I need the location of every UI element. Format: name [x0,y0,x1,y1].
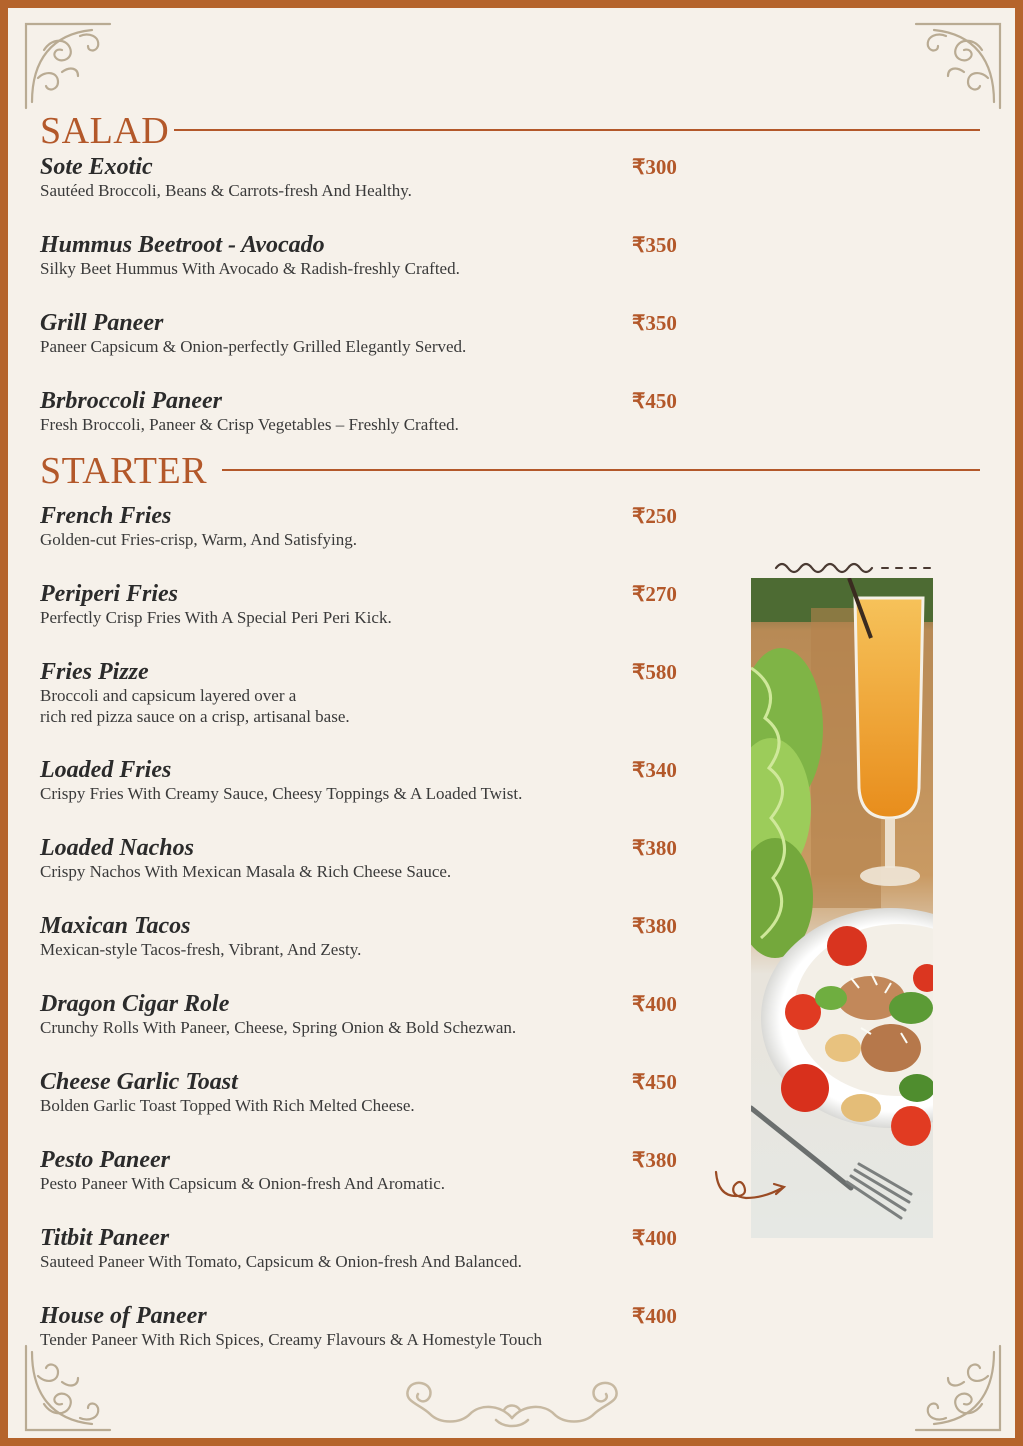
item-name: Fries Pizze [40,659,149,685]
menu-item [40,232,700,279]
item-price: ₹270 [632,582,677,606]
item-price: ₹450 [632,1070,677,1094]
item-price: ₹300 [632,155,677,179]
menu-item [40,581,700,628]
item-name: Sote Exotic [40,154,153,180]
item-price: ₹250 [632,504,677,528]
item-description: Pesto Paneer With Capsicum & Onion-fresh And Aromatic. [40,1174,446,1193]
menu-item [40,1303,700,1350]
item-price: ₹400 [632,1304,677,1328]
item-price: ₹380 [632,1148,677,1172]
item-name: Pesto Paneer [40,1147,170,1173]
item-description: Tender Paneer With Rich Spices, Creamy Flavours & A Homestyle Touch [40,1330,542,1349]
section-title: SALAD [40,110,170,152]
menu-item [40,913,700,960]
item-description: Golden-cut Fries-crisp, Warm, And Satisfying. [40,530,358,549]
item-price: ₹350 [632,311,677,335]
item-price: ₹380 [632,914,677,938]
item-name: Dragon Cigar Role [40,991,230,1017]
corner-ornament-bottom-left-icon [22,1342,114,1434]
menu-item [40,388,700,435]
section-title: STARTER [40,450,208,492]
item-name: Grill Paneer [40,310,164,336]
item-price: ₹380 [632,836,677,860]
item-description: Crunchy Rolls With Paneer, Cheese, Spring Onion & Bold Schezwan. [40,1018,517,1037]
item-price: ₹350 [632,233,677,257]
section-divider [222,469,980,471]
item-description: Paneer Capsicum & Onion-perfectly Grilled Elegantly Served. [40,337,467,356]
item-price: ₹450 [632,389,677,413]
item-description: Bolden Garlic Toast Topped With Rich Melted Cheese. [40,1096,415,1115]
item-name: Periperi Fries [40,581,178,607]
item-description: Silky Beet Hummus With Avocado & Radish-freshly Crafted. [40,259,460,278]
item-description: Sautéed Broccoli, Beans & Carrots-fresh And Healthy. [40,181,412,200]
menu-item [40,991,700,1038]
item-description: Crispy Nachos With Mexican Masala & Rich Cheese Sauce. [40,862,452,881]
section-divider [174,129,980,131]
squiggle-accent-icon [774,558,936,574]
item-name: Hummus Beetroot - Avocado [40,232,325,258]
menu-item [40,154,700,201]
menu-item [40,659,700,727]
item-description: Broccoli and capsicum layered over a rich red pizza sauce on a crisp, artisanal base. [40,686,350,726]
item-description: Fresh Broccoli, Paneer & Crisp Vegetables – Freshly Crafted. [40,415,459,434]
item-name: Brbroccoli Paneer [40,388,222,414]
menu-item [40,310,700,357]
menu-item [40,1225,700,1272]
item-price: ₹400 [632,1226,677,1250]
item-price: ₹340 [632,758,677,782]
item-name: Loaded Fries [40,757,172,783]
item-name: Cheese Garlic Toast [40,1069,238,1095]
bottom-flourish-icon [400,1374,624,1434]
item-name: French Fries [40,503,172,529]
item-name: Loaded Nachos [40,835,194,861]
item-description: Perfectly Crisp Fries With A Special Peri Peri Kick. [40,608,392,627]
menu-item [40,1069,700,1116]
corner-ornament-bottom-right-icon [912,1342,1004,1434]
item-price: ₹400 [632,992,677,1016]
item-name: Titbit Paneer [40,1225,170,1251]
item-name: Maxican Tacos [40,913,191,939]
menu-item [40,835,700,882]
corner-ornament-top-right-icon [912,20,1004,112]
salad-section-header [40,112,169,150]
curly-arrow-icon [712,1166,792,1206]
menu-item [40,757,700,804]
salad-and-juice-photo [751,578,933,1238]
item-description: Sauteed Paneer With Tomato, Capsicum & Onion-fresh And Balanced. [40,1252,522,1271]
menu-item [40,503,700,550]
corner-ornament-top-left-icon [22,20,114,112]
item-description: Crispy Fries With Creamy Sauce, Cheesy Toppings & A Loaded Twist. [40,784,523,803]
starter-section-header [40,452,207,490]
item-description: Mexican-style Tacos-fresh, Vibrant, And Zesty. [40,940,362,959]
item-name: House of Paneer [40,1303,207,1329]
menu-item [40,1147,700,1194]
item-price: ₹580 [632,660,677,684]
